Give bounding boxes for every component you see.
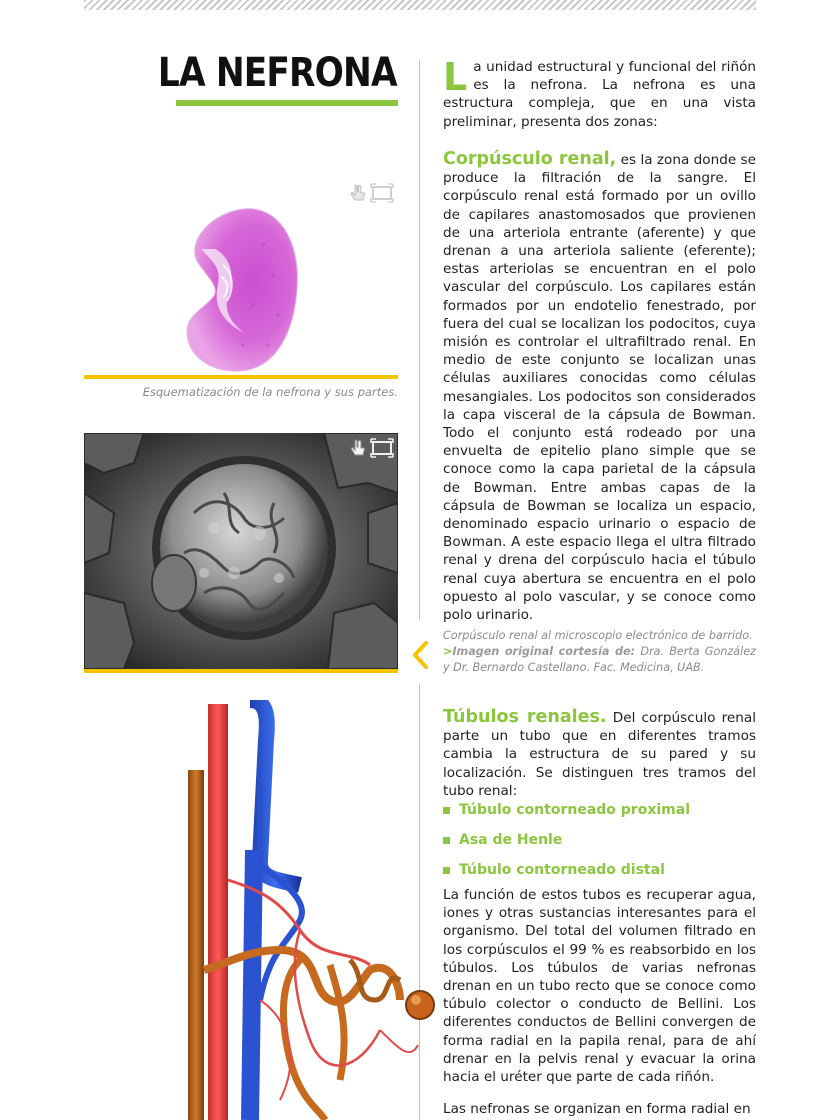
header-hatch xyxy=(84,0,756,10)
intro-text: a unidad estructural y funcional del riñón es la nefrona. La nefrona es una estructura compleja, que en una vista preliminar, presenta dos zonas: xyxy=(443,59,756,130)
touch-icon[interactable] xyxy=(348,438,368,458)
tubulos-heading: Túbulos renales. xyxy=(443,707,607,727)
tubulos-text: Del corpúsculo renal parte un tubo que en diferentes tramos cambia la estructura de su pared y su localización. Se distinguen tres tramos del tubo renal: xyxy=(443,710,757,799)
drop-cap: L xyxy=(443,55,468,99)
sem-credit-label: Imagen original cortesía de: xyxy=(452,645,636,658)
bullet-square-icon xyxy=(443,867,450,874)
title-underline xyxy=(176,100,398,106)
page-title: LA NEFRONA xyxy=(158,50,397,96)
sem-caption: Corpúsculo renal al microscopio electrónico de barrido. xyxy=(443,629,753,642)
corpusculo-text: es la zona donde se produce la filtración de la sangre. El corpúsculo renal está formado por un ovillo de capilares anastomosados que provienen de una arteriola entrante (aferente) y que drenan a una arteriola saliente (eferente); estas arteriolas se encuentran en el polo vascular del corpúsculo. Los capilares están formados por un endotelio fenestrado, por fuera del cual se localizan los podocitos, cuya misión es controlar el ultrafiltrado renal. En medio de este conjunto se localizan unas células auxiliares conocidas como células mesangiales. Los podocitos son considerados la capa visceral de la cápsula de Bowman. Todo el conjunto está rodeado por una envuelta de epitelio plano simple que se conoce como la capa parietal de la cápsula de Bowman. Entre ambas capas de la cápsula de Bowman se localiza un espacio, denominado espacio urinario o espacio de Bowman. A este espacio llega el ultra filtrado renal y drena del corpúsculo hacia el túbulo renal cuya abertura se encuentra en el polo opuesto al polo vascular, y se conoce como polo urinario. xyxy=(443,152,756,624)
list-item: Túbulo contorneado proximal xyxy=(443,795,756,825)
sem-credit xyxy=(443,644,756,676)
bullet-square-icon xyxy=(443,837,450,844)
figure-1-caption: Esquematización de la nefrona y sus partes. xyxy=(142,385,398,399)
list-item: Túbulo contorneado distal xyxy=(443,855,756,885)
figure-2-controls xyxy=(348,438,394,458)
figure-1-controls xyxy=(348,183,394,203)
sem-caption-block xyxy=(443,628,756,676)
figure-1-bar xyxy=(84,375,398,379)
figure-2-bar xyxy=(84,669,398,673)
corpusculo-section xyxy=(443,150,756,624)
nephron-vessels-illustration xyxy=(150,700,440,1120)
tubulos-function-paragraph: La función de estos tubos es recuperar agua, iones y otras sustancias interesantes para el organismo. Del total del volumen filtrado en los corpúsculos el 99 % es reabsorbido en los túbulos. Los túbulos de varias nefronas drenan en un tubo recto que se conoce como túbulo colector o conducto de Bellini. Los diferentes conductos de Bellini convergen de forma radial en la papila renal, para de ahí drenar en la pelvis renal y evacuar la orina hacia el uréter que parte de cada riñón. xyxy=(443,887,756,1086)
tubulos-section xyxy=(443,708,756,800)
sem-credit-text: Dra. Berta González y Dr. Bernardo Castellano. Fac. Medicina, UAB. xyxy=(443,645,757,674)
tubule-list xyxy=(443,795,756,885)
sem-corpuscle-image[interactable] xyxy=(84,433,398,669)
credit-marker: > xyxy=(443,645,453,658)
chevron-left-icon xyxy=(410,640,430,670)
corpusculo-heading: Corpúsculo renal, xyxy=(443,149,617,169)
touch-icon[interactable] xyxy=(348,183,368,203)
bullet-square-icon xyxy=(443,807,450,814)
fullscreen-icon[interactable] xyxy=(370,438,394,458)
column-divider xyxy=(419,60,420,620)
kidney-histology-image[interactable] xyxy=(183,205,303,375)
closing-line: Las nefronas se organizan en forma radial en xyxy=(443,1101,751,1117)
intro-paragraph xyxy=(443,55,756,131)
fullscreen-icon[interactable] xyxy=(370,183,394,203)
list-item: Asa de Henle xyxy=(443,825,756,855)
